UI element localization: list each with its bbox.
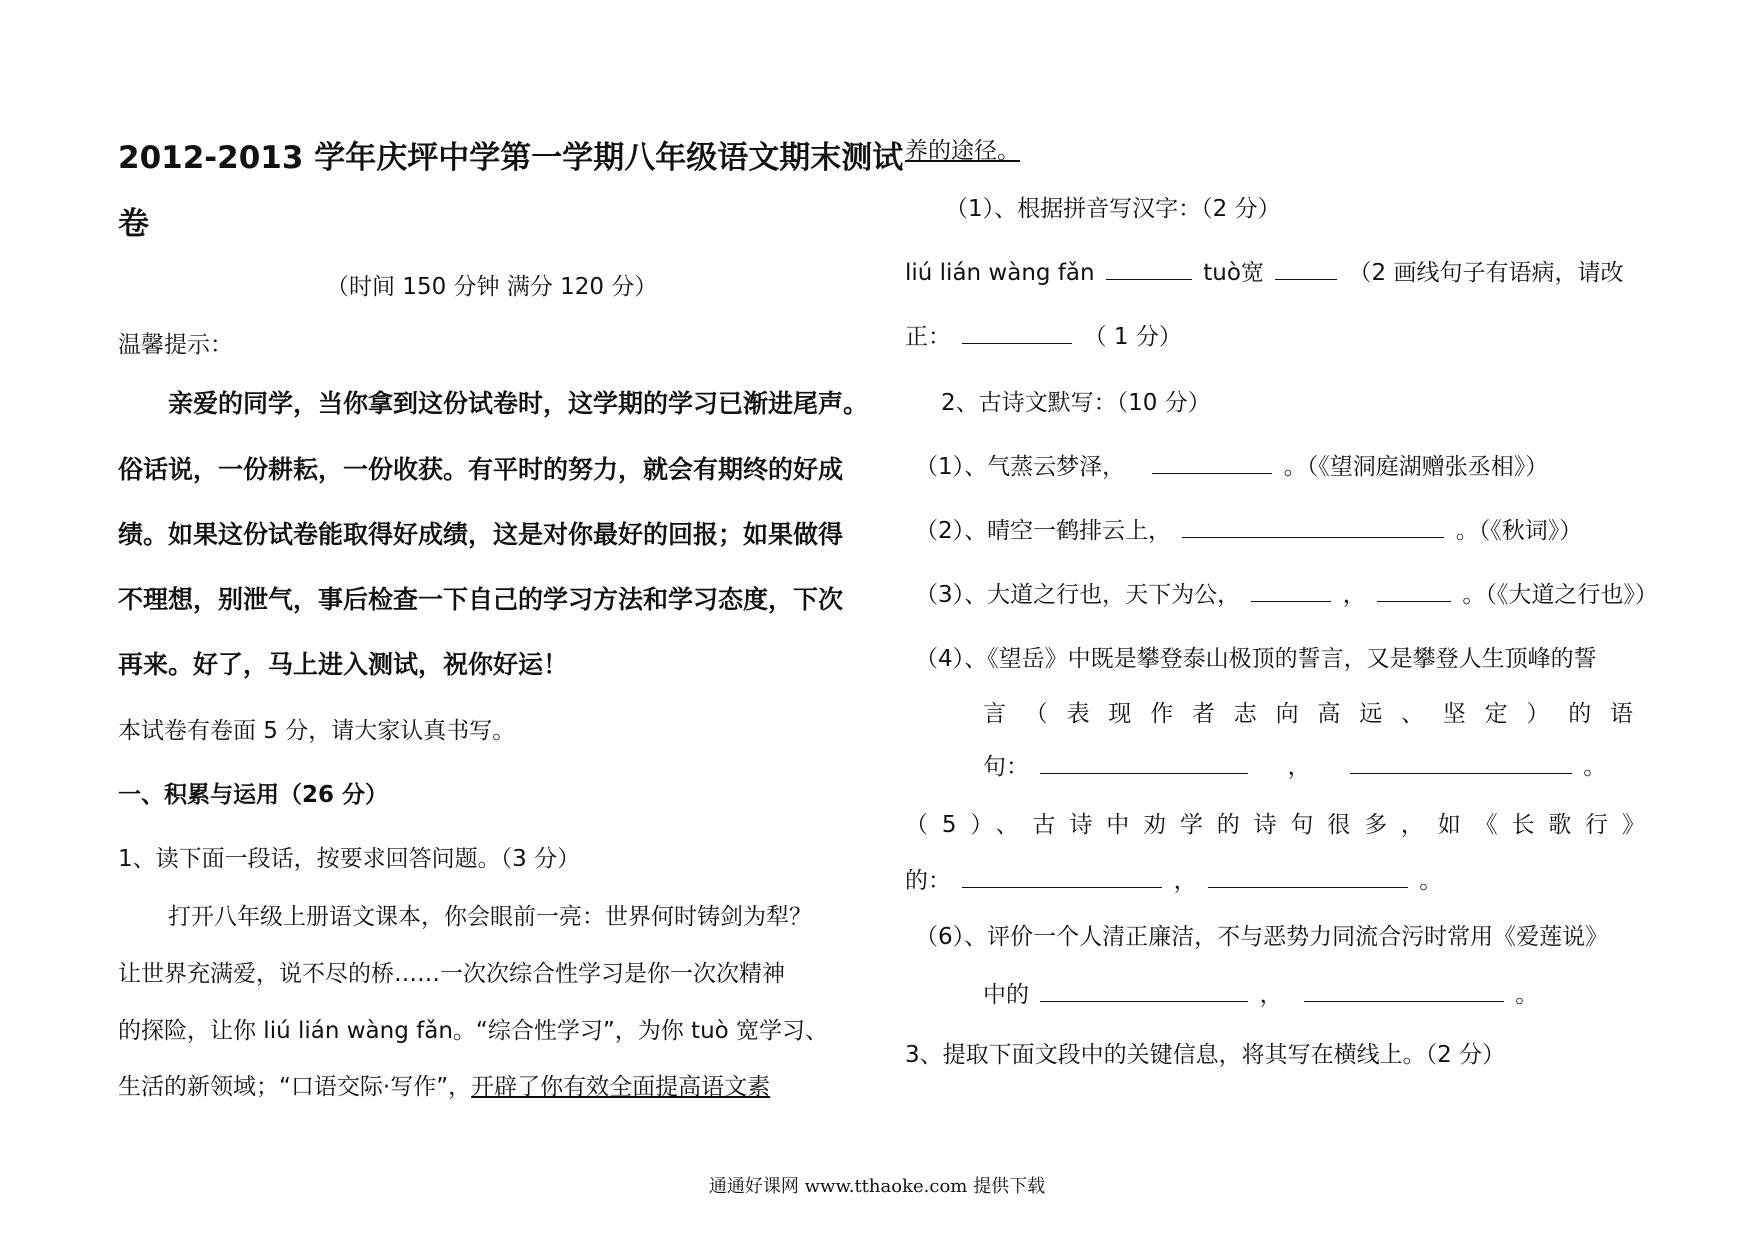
question-1: 1、读下面一段话，按要求回答问题。（3 分）	[118, 846, 581, 872]
poem-item-6-answer	[983, 976, 1538, 1009]
reminder-line: 再来。好了，马上进入测试，祝你好运！	[118, 650, 569, 679]
poem-item-1	[915, 448, 1548, 481]
answer-blank[interactable]	[1040, 977, 1248, 1002]
answer-blank[interactable]	[1152, 449, 1272, 474]
exam-title-line1: 2012-2013 学年庆坪中学第一学期八年级语文期末测试	[118, 140, 904, 176]
poem-item-5-answer	[905, 862, 1442, 895]
page-footer: 通通好课网 www.tthaoke.com 提供下载	[708, 1176, 1046, 1197]
correction-line	[905, 318, 1182, 351]
answer-blank[interactable]	[1106, 255, 1192, 280]
poem-source: 。（《望洞庭湖赠张丞相》）	[1283, 454, 1549, 480]
period: 。	[1419, 868, 1443, 894]
answer-label: 句：	[983, 754, 1029, 780]
answer-blank[interactable]	[1208, 863, 1408, 888]
correction-label: 正：	[905, 324, 951, 350]
poem-item-5: （5）、古诗中劝学的诗句很多，如《长歌行》	[905, 812, 1645, 838]
exam-subtitle: （时间 150 分钟 满分 120 分）	[326, 274, 658, 300]
period: 。	[1515, 982, 1539, 1008]
answer-label: 的：	[905, 868, 951, 894]
reminder-label: 温馨提示：	[118, 332, 233, 358]
pinyin-word: liú lián wàng fǎn	[905, 260, 1095, 286]
poem-item-4-answer	[983, 748, 1606, 781]
comma: ，	[1259, 982, 1283, 1008]
reminder-line: 亲爱的同学，当你拿到这份试卷时，这学期的学习已渐进尾声。	[168, 389, 869, 418]
period: 。	[1583, 754, 1607, 780]
answer-blank[interactable]	[962, 319, 1072, 344]
comma: ，	[1342, 582, 1366, 608]
answer-blank[interactable]	[1377, 577, 1451, 602]
passage-line: 的探险，让你 liú lián wàng fǎn。“综合性学习”，为你 tuò 宽学习、	[118, 1018, 829, 1044]
passage-line: 打开八年级上册语文课本，你会眼前一亮：世界何时铸剑为犁？	[168, 904, 812, 930]
reminder-line: 不理想，别泄气，事后检查一下自己的学习方法和学习态度，下次	[118, 585, 844, 614]
answer-label: 中的	[983, 982, 1029, 1008]
poem-source: 。（《秋词》）	[1455, 518, 1583, 544]
question-1-2: （2 画线句子有语病，请改	[1348, 260, 1624, 286]
poem-source: 。（《大道之行也》）	[1462, 582, 1658, 608]
poem-item-4: （4）、《望岳》中既是攀登泰山极顶的誓言，又是攀登人生顶峰的誓	[915, 646, 1597, 672]
poem-item-2	[915, 512, 1582, 545]
underlined-sentence: 开辟了你有效全面提高语文素	[471, 1074, 771, 1100]
pinyin-line	[905, 254, 1623, 287]
question-1-1: （1）、根据拼音写汉字：（2 分）	[945, 196, 1281, 222]
poem-item-3	[915, 576, 1658, 609]
poem-item-6: （6）、评价一个人清正廉洁，不与恶势力同流合污时常用《爱莲说》	[915, 924, 1609, 950]
poem-item-4-cont: 言（表现作者志向高远、坚定）的语	[983, 701, 1633, 727]
answer-blank[interactable]	[962, 863, 1162, 888]
section-heading: 一、积累与运用（26 分）	[118, 782, 389, 808]
answer-blank[interactable]	[1350, 749, 1572, 774]
neatness-note: 本试卷有卷面 5 分，请大家认真书写。	[118, 718, 516, 744]
question-2: 2、古诗文默写：（10 分）	[941, 390, 1211, 416]
exam-title-line2: 卷	[118, 206, 149, 242]
answer-blank[interactable]	[1182, 513, 1444, 538]
poem-prompt: （1）、气蒸云梦泽，	[915, 454, 1126, 480]
answer-blank[interactable]	[1304, 977, 1504, 1002]
reminder-line: 俗话说，一份耕耘，一份收获。有平时的努力，就会有期终的好成	[118, 455, 844, 484]
answer-blank[interactable]	[1251, 577, 1331, 602]
passage-line: 让世界充满爱，说不尽的桥……一次次综合性学习是你一次次精神	[118, 961, 785, 987]
poem-prompt: （3）、大道之行也，天下为公，	[915, 582, 1241, 608]
score-note: （ 1 分）	[1083, 324, 1182, 350]
answer-blank[interactable]	[1040, 749, 1248, 774]
passage-line	[118, 1068, 770, 1101]
reminder-line: 绩。如果这份试卷能取得好成绩，这是对你最好的回报；如果做得	[118, 520, 844, 549]
question-3: 3、提取下面文段中的关键信息，将其写在横线上。（2 分）	[905, 1042, 1506, 1068]
comma: ，	[1287, 754, 1311, 780]
passage-text: 生活的新领域；“口语交际·写作”，	[118, 1074, 472, 1100]
answer-blank[interactable]	[1275, 255, 1337, 280]
pinyin-word: tuò宽	[1203, 260, 1264, 286]
poem-prompt: （2）、晴空一鹤排云上，	[915, 518, 1172, 544]
underlined-sentence-end: 养的途径。	[905, 138, 1020, 164]
comma: ，	[1173, 868, 1197, 894]
